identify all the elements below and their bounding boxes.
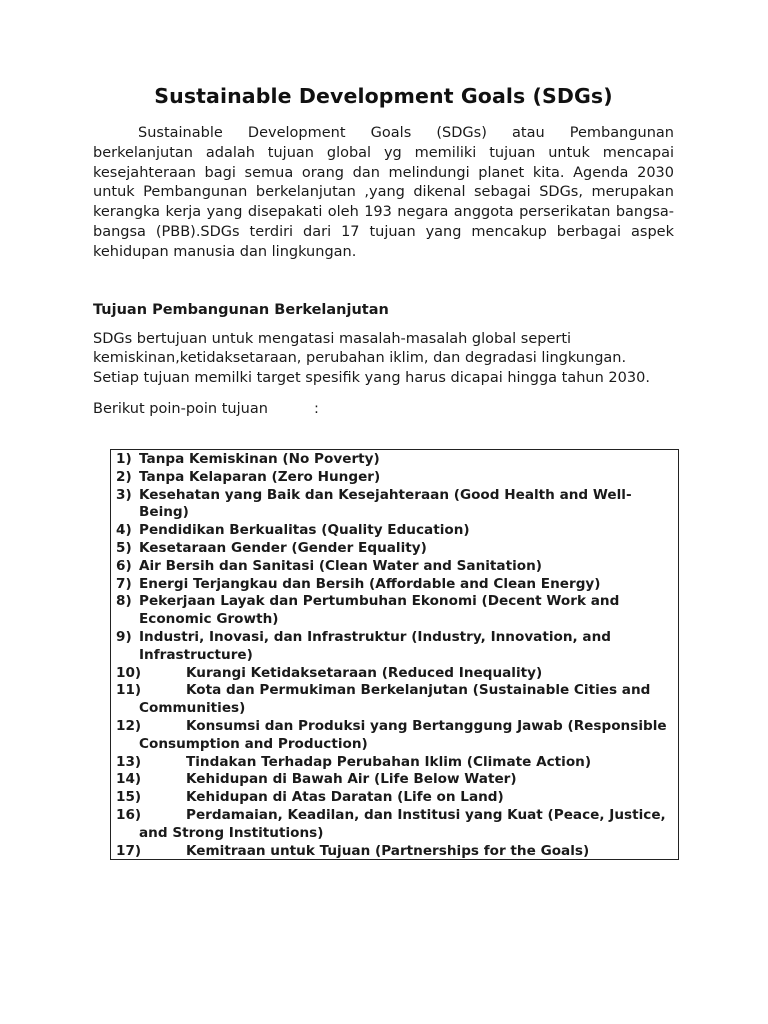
list-item <box>116 665 670 683</box>
list-item-number: 10) <box>116 664 142 681</box>
list-item-text: Energi Terjangkau dan Bersih (Affordable and Clean Energy) <box>139 575 601 592</box>
list-item <box>116 522 670 540</box>
goals-box <box>110 449 679 860</box>
list-item-text: Kesetaraan Gender (Gender Equality) <box>139 539 427 556</box>
list-item <box>116 576 670 594</box>
list-item <box>116 487 670 523</box>
list-item-number: 1) <box>116 451 132 467</box>
intro-paragraph: Sustainable Development Goals (SDGs) atau Pembangunan berkelanjutan adalah tujuan global yg memiliki tujuan untuk mencapai kesejahteraan bagi semua orang dan melindungi planet kita. Agenda 2030 untuk Pembangunan berkelanjutan ,yang dikenal sebagai SDGs, merupakan kerangka kerja yang disepakati oleh 193 negara anggota perserikatan bangsa-bangsa (PBB).SDGs terdiri dari 17 tujuan yang mencakup berbagai aspek kehidupan manusia dan lingkungan. <box>93 125 674 260</box>
list-item <box>116 771 670 789</box>
list-item-number: 13) <box>116 753 142 770</box>
document-title: Sustainable Development Goals (SDGs) <box>154 84 613 108</box>
list-item-text: Kehidupan di Bawah Air (Life Below Water) <box>186 771 517 788</box>
list-item-text: Kota dan Permukiman Berkelanjutan (Sustainable Cities and Communities) <box>139 682 651 717</box>
list-item-text: Pekerjaan Layak dan Pertumbuhan Ekonomi (Decent Work and Economic Growth) <box>139 593 620 628</box>
list-item <box>116 469 670 487</box>
list-item-text: Perdamaian, Keadilan, dan Institusi yang Kuat (Peace, Justice, and Strong Institutions) <box>139 806 666 841</box>
document-page <box>93 84 674 417</box>
list-item <box>116 807 670 843</box>
section-paragraph: SDGs bertujuan untuk mengatasi masalah-masalah global seperti kemiskinan,ketidaksetaraan, perubahan iklim, dan degradasi lingkungan. Setiap tujuan memilki target spesifik yang harus dicapai hingga tahun 2030. <box>93 330 650 386</box>
list-item <box>116 629 670 665</box>
list-item <box>116 558 670 576</box>
list-item <box>116 682 670 718</box>
list-item <box>116 593 670 629</box>
list-item-text: Air Bersih dan Sanitasi (Clean Water and Sanitation) <box>139 557 542 574</box>
list-item-text: Tanpa Kelaparan (Zero Hunger) <box>139 468 381 485</box>
list-item-text: Kehidupan di Atas Daratan (Life on Land) <box>186 789 504 806</box>
list-item-text: Kurangi Ketidaksetaraan (Reduced Inequality) <box>186 664 543 681</box>
list-item-text: Industri, Inovasi, dan Infrastruktur (Industry, Innovation, and Infrastructure) <box>139 628 612 663</box>
list-item-text: Pendidikan Berkualitas (Quality Education) <box>139 522 470 539</box>
list-item-number: 12) <box>116 717 142 734</box>
list-item-number: 2) <box>116 468 132 485</box>
goals-list <box>116 451 670 860</box>
list-item-text: Konsumsi dan Produksi yang Bertanggung Jawab (Responsible Consumption and Production) <box>139 717 667 752</box>
list-item-number: 4) <box>116 522 132 539</box>
list-item <box>116 789 670 807</box>
list-item-number: 16) <box>116 806 142 823</box>
list-item-number: 15) <box>116 789 142 806</box>
list-item <box>116 754 670 772</box>
list-item-number: 11) <box>116 682 142 699</box>
list-item-number: 9) <box>116 628 132 645</box>
list-item <box>116 718 670 754</box>
list-item <box>116 451 670 469</box>
list-item-number: 17) <box>116 842 142 859</box>
list-item-text: Tanpa Kemiskinan (No Poverty) <box>139 451 380 467</box>
list-item <box>116 843 670 861</box>
list-item-text: Kemitraan untuk Tujuan (Partnerships for the Goals) <box>186 842 590 859</box>
list-item <box>116 540 670 558</box>
list-item-text: Kesehatan yang Baik dan Kesejahteraan (Good Health and Well-Being) <box>139 486 632 521</box>
section-heading: Tujuan Pembangunan Berkelanjutan <box>93 301 389 318</box>
list-lead-text: Berikut poin-poin tujuan : <box>93 401 319 418</box>
list-item-number: 7) <box>116 575 132 592</box>
list-item-number: 5) <box>116 539 132 556</box>
list-item-number: 6) <box>116 557 132 574</box>
list-item-number: 8) <box>116 593 132 610</box>
list-item-number: 14) <box>116 771 142 788</box>
list-item-number: 3) <box>116 486 132 503</box>
list-item-text: Tindakan Terhadap Perubahan Iklim (Climate Action) <box>186 753 592 770</box>
